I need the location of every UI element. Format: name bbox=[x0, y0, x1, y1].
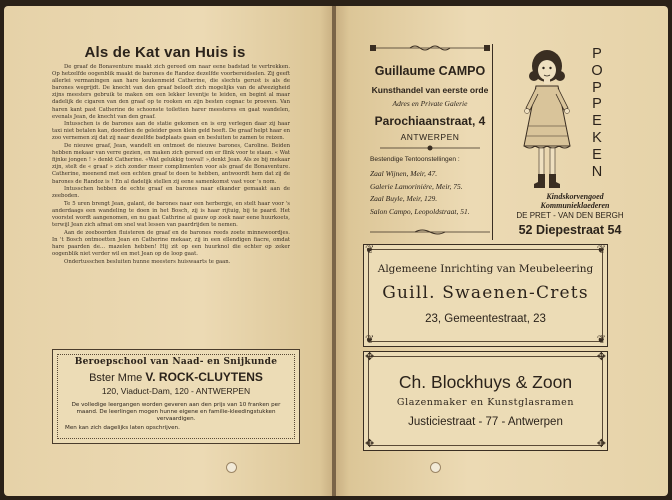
ad-school-name: V. ROCK-CLUYTENS bbox=[145, 370, 263, 384]
ad-school-description: De volledige leergangen worden geveren aan den prijs van 10 franken per maand. De leerlingen mogen hunne eigene en familie-kleedingstukken vervaardigen. bbox=[71, 402, 281, 422]
corner-ornament-icon: ❦ bbox=[365, 244, 375, 256]
list-item: Galerie Lamoriniére, Meir, 75. bbox=[370, 181, 463, 191]
ad-campo-exhibitions bbox=[370, 168, 495, 218]
poppeken-letter: K bbox=[592, 129, 602, 146]
ad-campo-exhibitions-label: Bestendige Tentoonstellingen : bbox=[370, 156, 460, 163]
ad-campo bbox=[370, 40, 490, 240]
ad-blockhuys bbox=[363, 351, 608, 451]
poppeken-letter: E bbox=[592, 113, 602, 130]
ad-poppeken-kinder bbox=[520, 192, 630, 210]
ad-campo-subtitle: Kunsthandel van eerste orde bbox=[371, 85, 489, 95]
list-item: Salon Campo, Leopoldstraat, 51. bbox=[370, 206, 470, 216]
poppeken-letter: O bbox=[591, 62, 603, 79]
ad-swaenen bbox=[363, 244, 608, 347]
ad-school-owner bbox=[53, 370, 299, 384]
poppeken-letter: P bbox=[592, 96, 602, 113]
story-title: Als de Kat van Huis is bbox=[84, 44, 246, 61]
ad-blockhuys-name: Ch. Blockhuys & Zoon bbox=[398, 372, 573, 392]
ornament-bottom-icon bbox=[370, 228, 490, 236]
ad-swaenen-name: Guill. Swaenen-Crets bbox=[382, 283, 589, 303]
corner-ornament-icon: ❦ bbox=[596, 334, 606, 346]
corner-ornament-icon: ❦ bbox=[596, 244, 606, 256]
story-paragraph: Aan de zeeboorden fluisteren de graaf en de barones reeds zoete minnewoordjes. In 't Bosch ontmoetten Jean en Catherine mekaar, zij in een ellendigen fiacre, omdat hare paarden de... mazelen hebben! Hij zit op een huurknol die echter op zeker oogenblik niet verder wil en met Jean op de loop gaat. bbox=[52, 229, 290, 257]
corner-ornament-icon: ❦ bbox=[365, 334, 375, 346]
ad-blockhuys-address: Justiciestraat - 77 - Antwerpen bbox=[408, 416, 563, 428]
ad-campo-name: Guillaume CAMPO bbox=[374, 64, 486, 78]
doll-illustration-icon bbox=[512, 46, 582, 194]
corner-ornament-icon: ✥ bbox=[596, 351, 606, 363]
punch-hole-left bbox=[226, 462, 237, 473]
ad-campo-subtitle2: Adres en Private Galerie bbox=[392, 99, 468, 108]
ornament-mid-icon bbox=[370, 144, 490, 152]
punch-hole-right bbox=[430, 462, 441, 473]
ad-blockhuys-trade: Glazenmaker en Kunstglasramen bbox=[396, 397, 575, 408]
poppeken-letter: N bbox=[591, 163, 603, 180]
ad-school bbox=[52, 349, 300, 444]
divider-vertical bbox=[492, 44, 493, 240]
story-paragraph: Ondertusschen besluiten hunne meesters huiswaarts te gaan. bbox=[64, 258, 231, 265]
story-paragraph: Intusschen hebben de echte graaf en barones naar elkander gemaakt aan de zeeboden. bbox=[52, 186, 290, 200]
ad-poppeken-shop: DE PRET - VAN DEN BERGH bbox=[516, 211, 624, 220]
ad-school-prefix: Bster Mme bbox=[89, 372, 143, 384]
corner-ornament-icon: ✥ bbox=[596, 438, 606, 450]
ad-campo-city: ANTWERPEN bbox=[400, 132, 460, 142]
list-item: Zaal Buyle, Meir, 129. bbox=[370, 194, 438, 203]
poppeken-letter: P bbox=[592, 79, 602, 96]
ad-poppeken-kinder-line1: Kindskorvengoed bbox=[546, 192, 604, 201]
story-paragraph: Intusschen is de barones aan de statie gekomen en is erg verlegen daar zij haar taxi niet betalen kan, doordien de geleider geen klein geld heeft. De graaf helpt haar en zoo vernemen zij dat zij naar dezelfde badplaats gaan en besluiten te zamen te reizen. bbox=[52, 121, 290, 142]
ad-campo-street: Parochiaanstraat, 4 bbox=[374, 114, 486, 128]
ad-swaenen-line1: Algemeene Inrichting van Meubeleering bbox=[377, 263, 594, 275]
poppeken-letter: E bbox=[592, 146, 602, 163]
story-paragraph: De nieuwe graaf, Jean, wandelt en ontmoet de nieuwe barones, Caroline. Beiden hebben mekaar van verre gezien, en maken zich gereed om er flink voor te staan. « Wat fijnke jongen ! » denkt Catherine. «Wat gelukkig toeval! »,denkt Jean. Als ze bij mekaar zijn, stelt de « graaf » zich zonder meer complimenten voor als graaf de Bonaventure. Catherine, meenend met een echten graaf te doen te hebben, antwoordt hem dat zij de barones de Randoz is ! En al dadelijk stellen zij eene samenkomst vast voor 's nom. bbox=[52, 143, 290, 185]
poppeken-vertical-text bbox=[590, 46, 604, 180]
corner-ornament-icon: ✥ bbox=[365, 351, 375, 363]
corner-ornament-icon: ✥ bbox=[365, 438, 375, 450]
ad-school-note: Men kan zich dagelijks laten opschrijven. bbox=[65, 425, 180, 431]
ad-swaenen-address: 23, Gemeentestraat, 23 bbox=[425, 313, 546, 325]
list-item: Zaal Wijnen, Meir, 47. bbox=[370, 169, 438, 178]
ad-poppeken-kinder-line2: Kommunieklaederen bbox=[540, 201, 610, 210]
ad-poppeken-address: 52 Diepestraat 54 bbox=[518, 223, 622, 237]
ad-school-heading: Beroepschool van Naad- en Snijkunde bbox=[74, 357, 278, 367]
ornament-top-icon bbox=[370, 44, 490, 52]
poppeken-letter: P bbox=[592, 46, 602, 62]
story-paragraph: De graaf de Bonaventure maakt zich gereed om naar eene badstad te vertrekken. Op hetzelfde oogenblik maakt de barones de Randoz dezelfde voorbereidselen. Zij geeft allerlei vermaningen aan hare keukenmeid Catherine, die slechts gerust is als de barones wegrijdt. De knecht van den graaf belooft zich mogelijks van de afwezigheid zijns meesters gebruik te maken om een lekker leventje te leiden, en begint al maar dadelijk de cigaren van den graaf op te rooken en zijn besten cognac te proeven. Van haren kant past Catherine de schoonste toiletten harer meesteres en gaat wandelen, evenals Jean, de knecht van den graaf. bbox=[52, 64, 290, 120]
ad-school-address: 120, Viaduct-Dam, 120 - ANTWERPEN bbox=[101, 386, 251, 396]
story-text bbox=[52, 64, 290, 338]
story-paragraph: Te 5 uren brengt Jean, galant, de barones naar een herbergje, en stelt haar voor 's anderdaags een wandeling te doen in het Bosch, zij is haar rijtuig, bij te paard. Het voorstel wordt aangenomen, en nu gaat Cathrine al gauw op zoek naar eene huurkoets, terwijl Jean zich afmat om snel wat lessen van paardrijden te nemen. bbox=[52, 200, 290, 229]
